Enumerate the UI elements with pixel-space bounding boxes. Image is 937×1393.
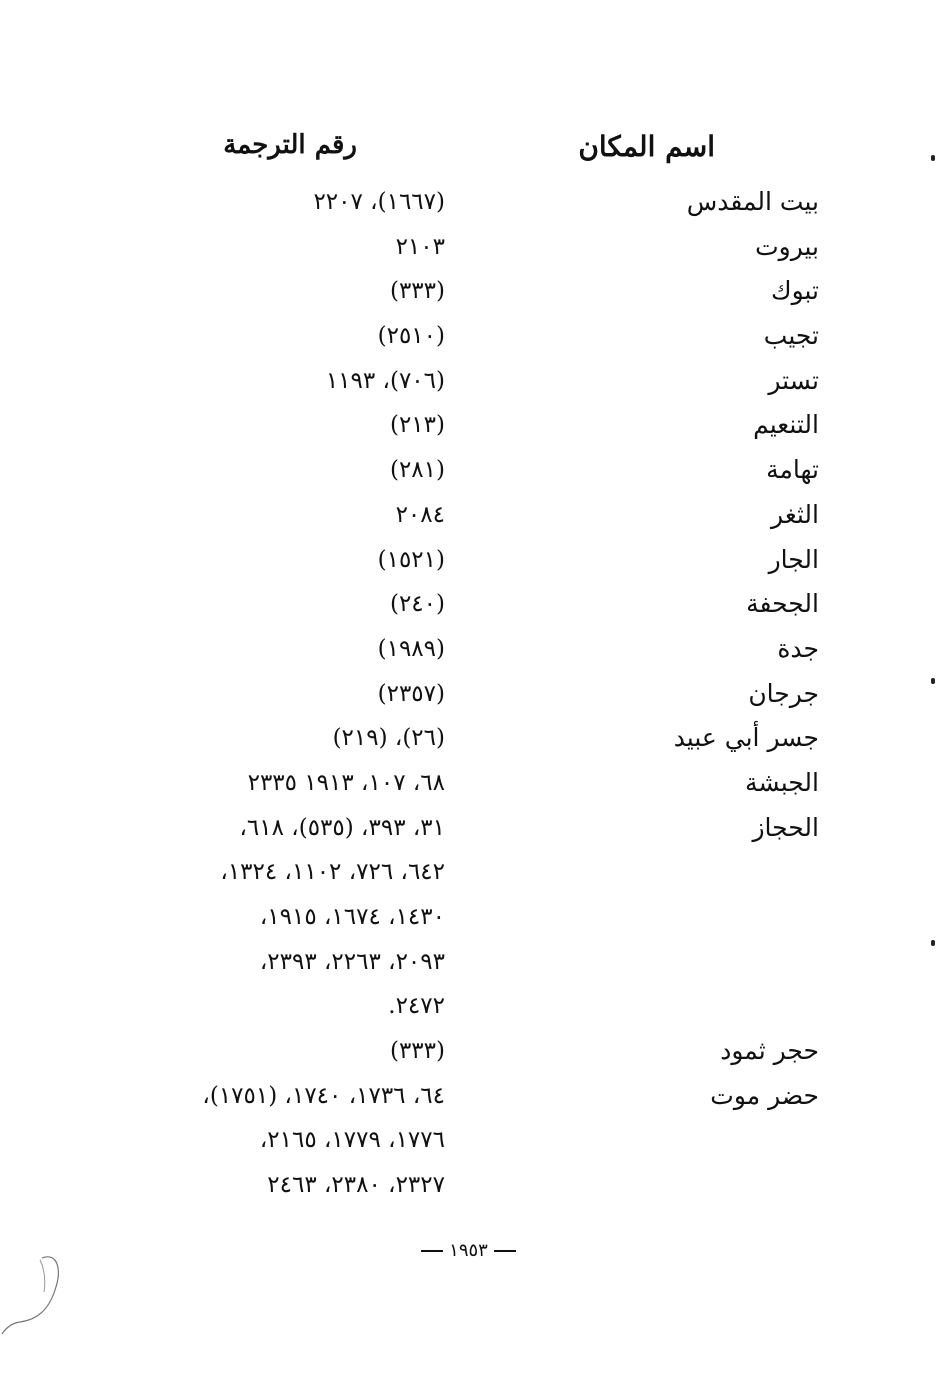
entry-numbers: (٣٣٣)	[389, 1038, 445, 1065]
place-name: حضر موت	[710, 1080, 819, 1110]
index-row	[0, 1076, 937, 1121]
index-row	[0, 1165, 937, 1210]
margin-scribble	[0, 1250, 70, 1340]
place-name: التنعيم	[753, 410, 819, 440]
entry-numbers: ٢٣٢٧، ٢٣٨٠، ٢٤٦٣	[267, 1172, 445, 1199]
index-row	[0, 540, 937, 585]
footer-dash-left	[494, 1250, 516, 1252]
entry-numbers: (١٦٦٧)، ٢٢٠٧	[313, 189, 445, 215]
entry-numbers: ٦٨، ١٠٧، ١٩١٣ ٢٣٣٥	[247, 769, 445, 796]
index-row	[0, 450, 937, 495]
index-row	[0, 182, 937, 227]
entry-numbers: (٣٣٣)	[389, 278, 445, 305]
index-row	[0, 1031, 937, 1076]
entry-numbers: ١٧٧٦، ١٧٧٩، ٢١٦٥،	[259, 1127, 445, 1154]
index-row	[0, 584, 937, 629]
index-row	[0, 942, 937, 987]
index-table	[0, 182, 937, 1210]
entry-numbers: (١٩٨٩)	[377, 635, 445, 662]
index-row	[0, 718, 937, 763]
place-name: بيت المقدس	[686, 187, 819, 216]
index-row	[0, 271, 937, 316]
index-row	[0, 808, 937, 853]
index-row	[0, 852, 937, 897]
place-name: جرجان	[748, 678, 819, 708]
place-name: جسر أبي عبيد	[673, 723, 819, 753]
place-name: الحجاز	[752, 812, 819, 842]
index-row	[0, 361, 937, 406]
entry-numbers: (٢٣٥٧)	[377, 680, 445, 707]
entry-numbers: (٧٠٦)، ١١٩٣	[325, 367, 445, 394]
entry-numbers: (٢٤٠)	[389, 591, 445, 618]
index-row	[0, 986, 937, 1031]
entry-numbers: (٢١٣)	[389, 412, 445, 439]
entry-number-heading: رقم الترجمة	[223, 130, 357, 160]
entry-numbers: ٢٠٩٣، ٢٢٦٣، ٢٣٩٣،	[259, 948, 445, 975]
index-row	[0, 227, 937, 272]
entry-numbers: (٢٨١)	[389, 457, 445, 484]
place-name: تهامة	[766, 455, 819, 485]
index-row	[0, 763, 937, 808]
page-footer	[0, 1240, 937, 1261]
entry-numbers: ٦٤٢، ٧٢٦، ١١٠٢، ١٣٢٤،	[220, 859, 445, 886]
index-row	[0, 897, 937, 942]
index-row	[0, 674, 937, 719]
entry-numbers: ٦٤، ١٧٣٦، ١٧٤٠، (١٧٥١)،	[202, 1082, 445, 1109]
entry-numbers: ٢٠٨٤	[395, 501, 445, 528]
index-row	[0, 405, 937, 450]
place-name: الجحفة	[746, 589, 819, 619]
place-name: جدة	[777, 633, 819, 663]
footer-dash-right	[421, 1250, 443, 1252]
place-name: تستر	[768, 365, 819, 395]
place-name-heading: اسم المكان	[578, 130, 715, 163]
entry-numbers: (٢٥١٠)	[377, 323, 445, 350]
index-row	[0, 495, 937, 540]
margin-mark	[931, 678, 935, 684]
place-name: الجار	[768, 544, 819, 574]
entry-numbers: (١٥٢١)	[377, 546, 445, 573]
place-name: الجبشة	[745, 767, 819, 797]
entry-numbers: ١٤٣٠، ١٦٧٤، ١٩١٥،	[259, 904, 445, 930]
index-row	[0, 1120, 937, 1165]
place-name: تجيب	[763, 321, 819, 351]
margin-mark	[931, 940, 935, 946]
entry-numbers: (٢٦)، (٢١٩)	[332, 725, 445, 752]
entry-numbers: ٢١٠٣	[395, 233, 445, 260]
place-name: بيروت	[755, 231, 819, 261]
entry-numbers: ٢٤٧٢.	[388, 993, 445, 1020]
margin-mark	[931, 155, 935, 161]
entry-numbers: ٣١، ٣٩٣، (٥٣٥)، ٦١٨،	[239, 814, 445, 841]
place-name: الثغر	[771, 499, 819, 529]
place-name: حجر ثمود	[720, 1036, 819, 1066]
page-number: ١٩٥٣	[449, 1240, 488, 1261]
index-row	[0, 316, 937, 361]
place-name: تبوك	[770, 276, 819, 306]
index-row	[0, 629, 937, 674]
